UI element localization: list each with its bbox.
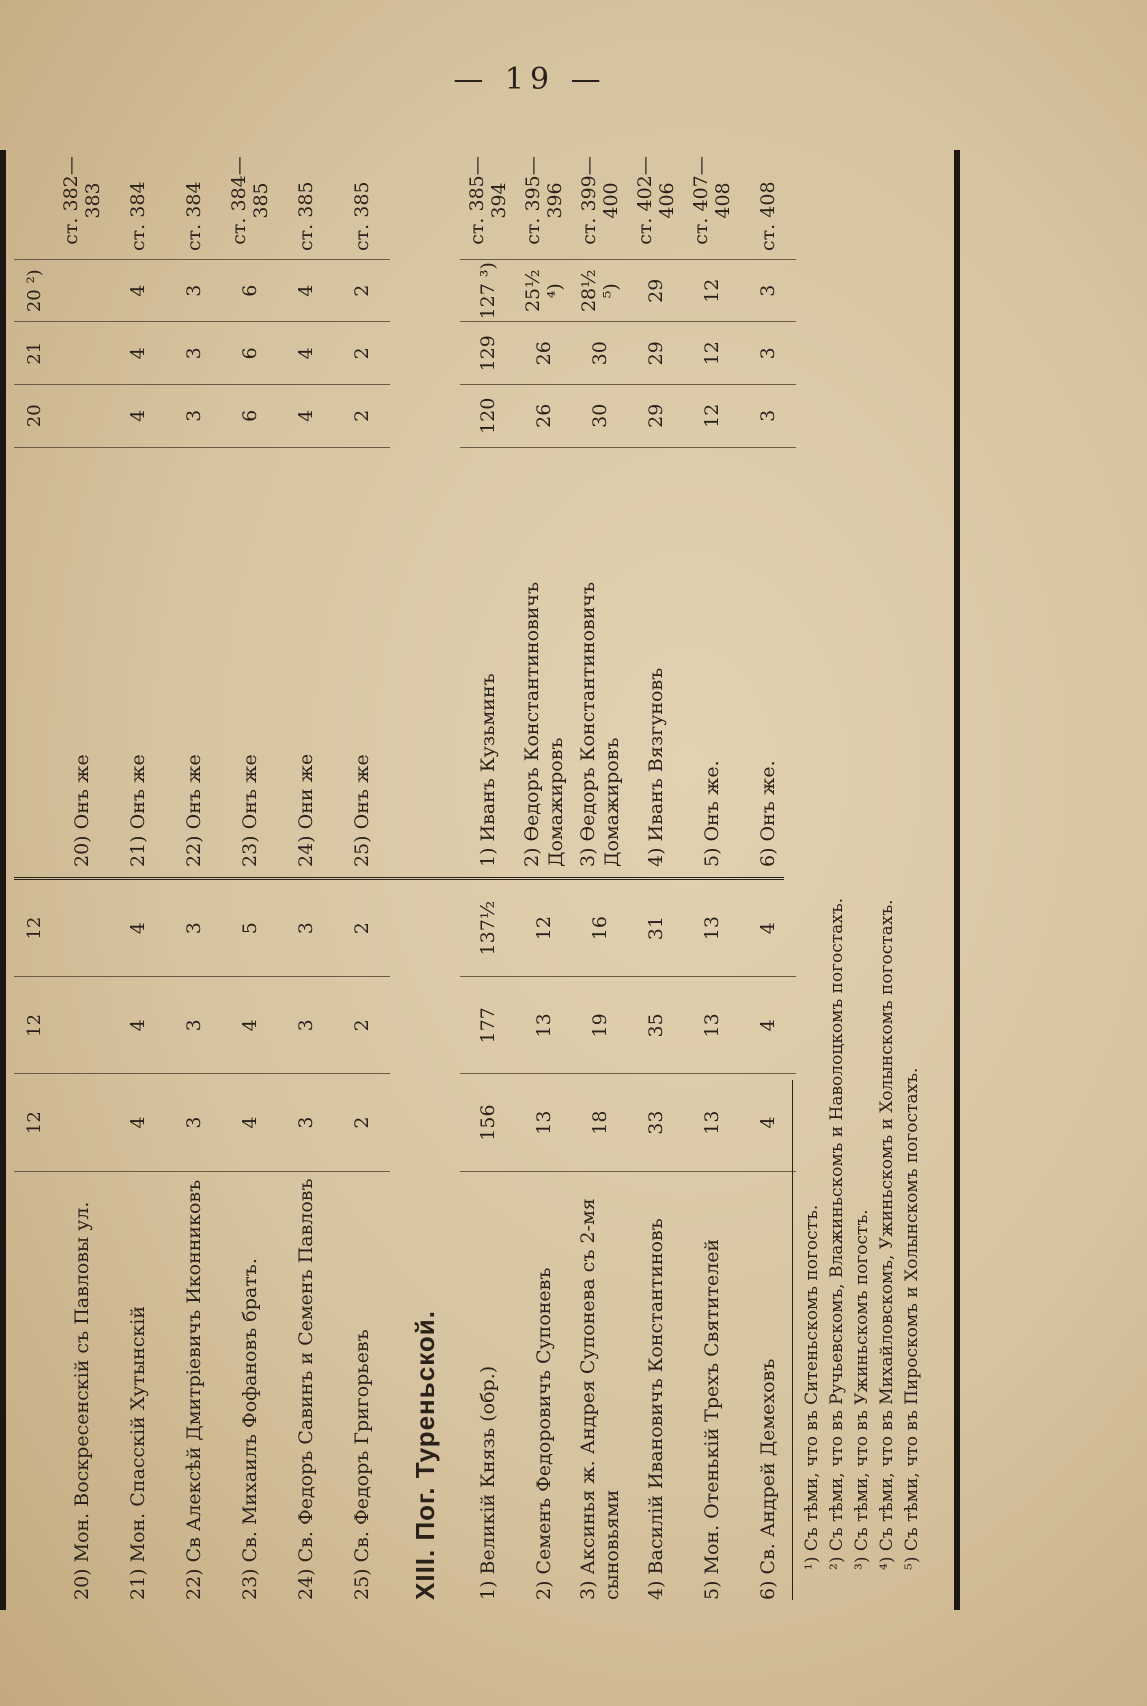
entry-value: 4 bbox=[740, 977, 796, 1074]
entry-value: 30 bbox=[572, 385, 628, 448]
entry-value: 2 bbox=[334, 880, 390, 977]
table-row bbox=[460, 150, 516, 877]
entry-value: 6 bbox=[222, 260, 278, 323]
entry-value: 3 bbox=[278, 880, 334, 977]
entry-value: 12 bbox=[516, 880, 572, 977]
table-row bbox=[628, 880, 684, 1610]
entry-value: 13 bbox=[684, 880, 740, 977]
footnote-3: ³) Съ тѣми, что въ Ужиньскомъ погостъ. bbox=[852, 1209, 872, 1570]
entry-value: 3 bbox=[278, 1074, 334, 1171]
entry-value: 31 bbox=[628, 880, 684, 977]
table-row bbox=[54, 880, 110, 1610]
entry-reference: ст. 402—406 bbox=[628, 150, 684, 260]
entry-value: 3 bbox=[740, 260, 796, 323]
right-header-col-2: 21 bbox=[14, 323, 54, 386]
entry-value: 2 bbox=[334, 323, 390, 386]
entry-reference: ст. 399—400 bbox=[572, 150, 628, 260]
entry-value: 4 bbox=[110, 385, 166, 448]
table-row bbox=[740, 880, 796, 1610]
entry-reference: ст. 385 bbox=[334, 150, 390, 260]
entry-name: 4) Иванъ Вязгуновъ bbox=[645, 667, 667, 867]
entry-value: 4 bbox=[110, 880, 166, 977]
entry-reference: ст. 384 bbox=[110, 150, 166, 260]
entry-value: 12 bbox=[684, 385, 740, 448]
entry-value: 29 bbox=[628, 323, 684, 386]
right-header-ref bbox=[14, 150, 54, 260]
entry-value bbox=[54, 1074, 110, 1171]
entry-name: 23) Онъ же bbox=[239, 754, 261, 867]
entry-name: 3) Өедоръ Константиновичъ Домажировъ bbox=[577, 581, 623, 867]
entry-value bbox=[54, 385, 110, 448]
entry-value: 4 bbox=[110, 977, 166, 1074]
entry-value: 4 bbox=[278, 323, 334, 386]
entry-reference: ст. 384 bbox=[166, 150, 222, 260]
entry-value: 33 bbox=[628, 1074, 684, 1171]
footnote-4: ⁴) Съ тѣми, что въ Михайловскомъ, Ужиньскомъ и Холынскомъ погостахъ. bbox=[877, 899, 897, 1570]
entry-value: 3 bbox=[166, 880, 222, 977]
table-row bbox=[278, 880, 334, 1610]
entry-value: 3 bbox=[166, 385, 222, 448]
entry-value: 12 bbox=[684, 323, 740, 386]
entry-value: 3 bbox=[166, 977, 222, 1074]
table-row bbox=[222, 880, 278, 1610]
table-row bbox=[278, 150, 334, 877]
entry-value: 2 bbox=[334, 1074, 390, 1171]
entry-value: 29 bbox=[628, 385, 684, 448]
entry-reference: ст. 395—396 bbox=[516, 150, 572, 260]
section-title-spacer bbox=[390, 150, 460, 877]
entry-value bbox=[54, 977, 110, 1074]
entry-name: 25) Св. Федоръ Григорьевъ bbox=[351, 1329, 373, 1600]
entry-name: 24) Св. Федоръ Савинъ и Семенъ Павловъ bbox=[295, 1178, 317, 1600]
entry-name: 22) Св Алексѣй Дмитріевичъ Иконниковъ bbox=[183, 1179, 205, 1600]
table-row bbox=[740, 150, 796, 877]
table-row bbox=[628, 150, 684, 877]
entry-name: 5) Онъ же. bbox=[701, 760, 723, 867]
left-header-col-1: 12 bbox=[14, 1074, 54, 1171]
entry-name: 3) Аксинья ж. Андрея Супонева съ 2-мя сыновьями bbox=[577, 1198, 623, 1600]
entry-value: 35 bbox=[628, 977, 684, 1074]
entry-value: 4 bbox=[222, 977, 278, 1074]
entry-name: 25) Онъ же bbox=[351, 754, 373, 867]
entry-value: 3 bbox=[740, 323, 796, 386]
footnote-rule bbox=[792, 1080, 793, 1600]
table-row bbox=[516, 880, 572, 1610]
entry-value: 26 bbox=[516, 323, 572, 386]
table-row bbox=[572, 150, 628, 877]
entry-value: 28½ ⁵) bbox=[572, 260, 628, 323]
table-row bbox=[54, 150, 110, 877]
table-row bbox=[460, 880, 516, 1610]
entry-value bbox=[54, 880, 110, 977]
entry-value: 177 bbox=[460, 977, 516, 1074]
right-header-col-3: 20 ²) bbox=[14, 260, 54, 323]
entry-value: 4 bbox=[222, 1074, 278, 1171]
entry-value: 26 bbox=[516, 385, 572, 448]
entry-name: 24) Они же bbox=[295, 753, 317, 867]
entry-name: 4) Василій Ивановичъ Константиновъ bbox=[645, 1218, 667, 1600]
entry-value: 12 bbox=[684, 260, 740, 323]
table-row bbox=[166, 150, 222, 877]
entry-value: 4 bbox=[110, 323, 166, 386]
bottom-rule bbox=[954, 150, 960, 1610]
entry-value: 3 bbox=[740, 385, 796, 448]
table-row bbox=[684, 150, 740, 877]
entry-value: 3 bbox=[278, 977, 334, 1074]
entry-name: 1) Великій Князь (обр.) bbox=[477, 1365, 499, 1600]
right-header-col-1: 20 bbox=[14, 385, 54, 448]
entry-value: 13 bbox=[684, 1074, 740, 1171]
entry-value: 4 bbox=[110, 1074, 166, 1171]
entry-value: 4 bbox=[110, 260, 166, 323]
entry-value: 13 bbox=[516, 1074, 572, 1171]
entry-value: 13 bbox=[516, 977, 572, 1074]
entry-value: 30 bbox=[572, 323, 628, 386]
entry-value: 13 bbox=[684, 977, 740, 1074]
entry-name: 2) Өедоръ Константиновичъ Домажировъ bbox=[521, 581, 567, 867]
entry-reference: ст. 385—394 bbox=[460, 150, 516, 260]
table-row bbox=[684, 880, 740, 1610]
entry-value: 3 bbox=[166, 1074, 222, 1171]
footnotes bbox=[800, 898, 925, 1570]
entry-value: 3 bbox=[166, 260, 222, 323]
entry-value: 19 bbox=[572, 977, 628, 1074]
table-row bbox=[14, 880, 54, 1610]
entry-value: 4 bbox=[740, 1074, 796, 1171]
section-title-text: XIII. Пог. Туреньской. bbox=[409, 1310, 440, 1600]
left-header-col-2: 12 bbox=[14, 977, 54, 1074]
top-rule bbox=[0, 150, 6, 1610]
entry-name: 20) Мон. Воскресенскій съ Павловы ул. bbox=[71, 1201, 93, 1600]
table-grid bbox=[14, 150, 784, 1610]
entry-reference: ст. 382—383 bbox=[54, 150, 110, 260]
footnote-1: ¹) Съ тѣми, что въ Ситеньскомъ погостъ. bbox=[802, 1204, 822, 1570]
entry-value: 137½ bbox=[460, 880, 516, 977]
section-title bbox=[390, 880, 460, 1610]
table-row bbox=[516, 150, 572, 877]
entry-value: 2 bbox=[334, 260, 390, 323]
table-row bbox=[14, 150, 54, 877]
entry-name: 23) Св. Михаилъ Фофановъ братъ. bbox=[239, 1258, 261, 1600]
footnote-5: ⁵) Съ тѣми, что въ Пироскомъ и Холынскомъ погостахъ. bbox=[902, 1067, 922, 1570]
entry-reference: ст. 407—408 bbox=[684, 150, 740, 260]
entry-name: 21) Мон. Спасскій Хутынскій bbox=[127, 1306, 149, 1600]
entry-value: 6 bbox=[222, 323, 278, 386]
table-row bbox=[110, 150, 166, 877]
entry-reference: ст. 384—385 bbox=[222, 150, 278, 260]
entry-value: 2 bbox=[334, 977, 390, 1074]
entry-value: 29 bbox=[628, 260, 684, 323]
table-row bbox=[572, 880, 628, 1610]
entry-value: 25½ ⁴) bbox=[516, 260, 572, 323]
entry-value: 4 bbox=[278, 385, 334, 448]
table-row bbox=[222, 150, 278, 877]
entry-value: 6 bbox=[222, 385, 278, 448]
entry-name: 20) Онъ же bbox=[71, 754, 93, 867]
entry-value: 127 ³) bbox=[460, 260, 516, 323]
left-header-col-3: 12 bbox=[14, 880, 54, 977]
table-row bbox=[110, 880, 166, 1610]
entry-name: 6) Онъ же. bbox=[757, 760, 779, 867]
entry-value: 2 bbox=[334, 385, 390, 448]
entry-name: 22) Онъ же bbox=[183, 754, 205, 867]
entry-reference: ст. 408 bbox=[740, 150, 796, 260]
entry-value: 4 bbox=[278, 260, 334, 323]
table-left-half bbox=[14, 877, 784, 1610]
entry-value: 3 bbox=[166, 323, 222, 386]
entry-name: 1) Иванъ Кузьминъ bbox=[477, 673, 499, 867]
table-row bbox=[334, 150, 390, 877]
table-row bbox=[166, 880, 222, 1610]
footnote-2: ²) Съ тѣми, что въ Ручьевскомъ, Влажиньскомъ и Наволоцкомъ погостахъ. bbox=[827, 897, 847, 1570]
entry-name: 21) Онъ же bbox=[127, 754, 149, 867]
entry-value: 120 bbox=[460, 385, 516, 448]
entry-reference: ст. 385 bbox=[278, 150, 334, 260]
entry-name: 6) Св. Андрей Демеховъ bbox=[757, 1358, 779, 1600]
rotated-table bbox=[0, 150, 960, 1610]
entry-value: 16 bbox=[572, 880, 628, 977]
entry-value bbox=[54, 260, 110, 323]
table-row bbox=[334, 880, 390, 1610]
entry-value: 129 bbox=[460, 323, 516, 386]
entry-value: 4 bbox=[740, 880, 796, 977]
entry-value: 18 bbox=[572, 1074, 628, 1171]
table-right-half bbox=[14, 150, 784, 877]
entry-value: 5 bbox=[222, 880, 278, 977]
entry-value: 156 bbox=[460, 1074, 516, 1171]
page-number: — 19 — bbox=[453, 62, 607, 97]
entry-name: 5) Мон. Отенькій Трехъ Святителей bbox=[701, 1238, 723, 1600]
entry-name: 2) Семенъ Федоровичъ Супоневъ bbox=[533, 1267, 555, 1600]
entry-value bbox=[54, 323, 110, 386]
